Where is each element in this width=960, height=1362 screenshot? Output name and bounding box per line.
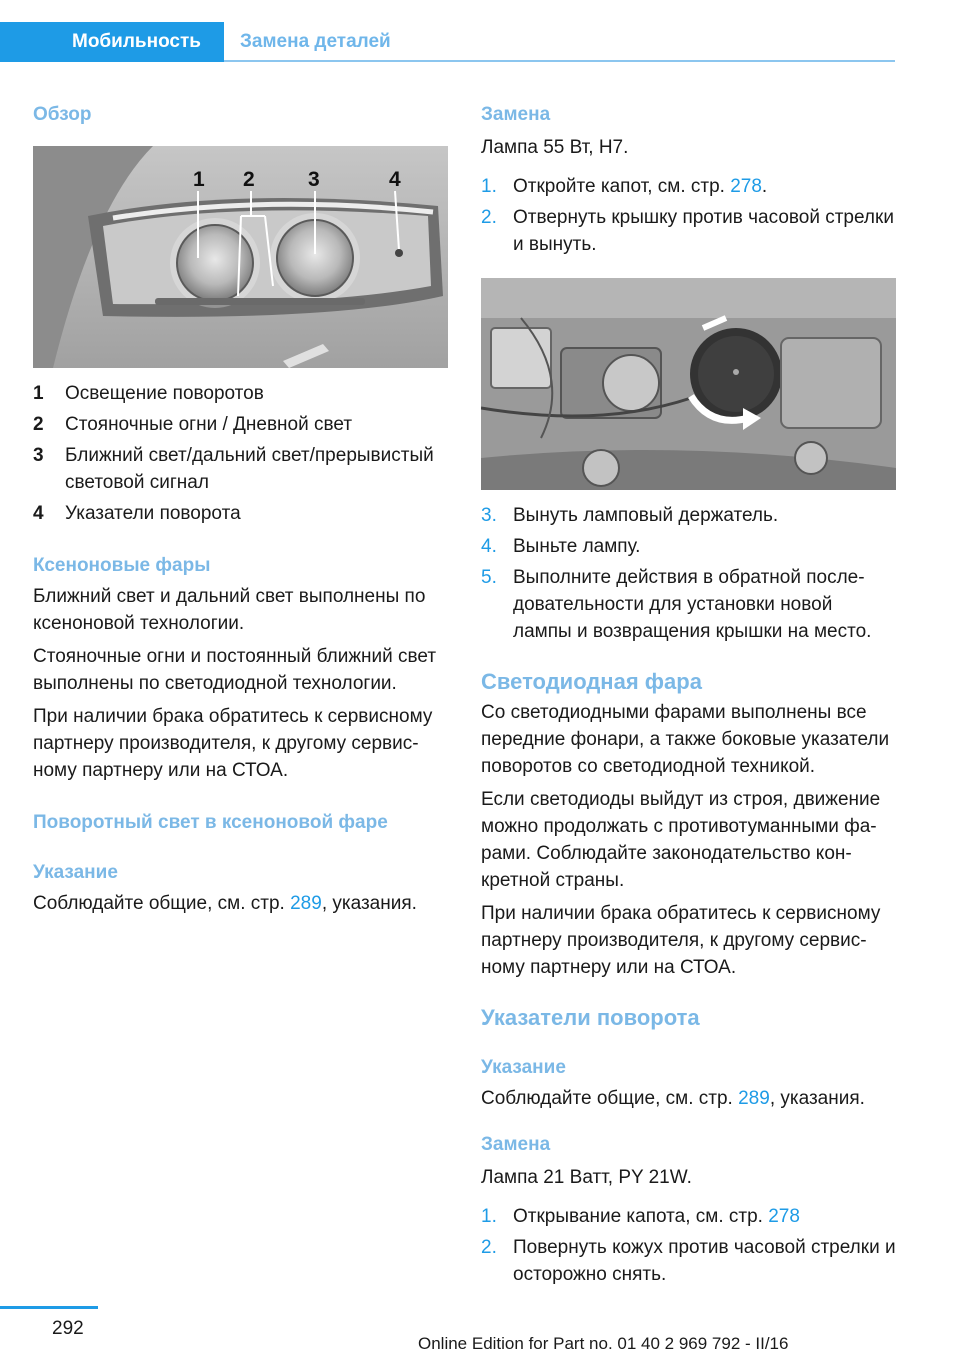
tab-parts-replacement[interactable]: Замена деталей (240, 31, 391, 52)
legend-number: 3 (33, 445, 44, 466)
step-number: 2. (481, 207, 497, 228)
tab-mobility[interactable]: Мобильность (0, 22, 224, 62)
figure-label-1: 1 (193, 168, 205, 191)
legend-item (33, 500, 448, 527)
note-heading: Указание (481, 1057, 566, 1078)
legend-item (33, 411, 448, 438)
legend-item (33, 380, 448, 407)
figure-label-4: 4 (389, 168, 401, 191)
step-item (481, 564, 896, 645)
page-link-289[interactable]: 289 (290, 893, 322, 914)
led-paragraph-3: При наличии брака обратитесь к сервисному партнеру производителя, к другому сервисному партнеру или на СТОА. (481, 903, 881, 978)
header-divider (224, 60, 895, 62)
page-header (0, 22, 895, 62)
note-text-suffix: , указания. (769, 1088, 865, 1109)
note-text (481, 1085, 896, 1112)
legend-number: 2 (33, 414, 44, 435)
led-heading: Светодиодная фара (481, 669, 702, 694)
step-text: Отвернуть крышку против часовой стрелки и вынуть. (513, 207, 894, 255)
steps-list-b (481, 502, 896, 645)
led-paragraph-2: Если светодиоды выйдут из строя, движение можно продолжать с противотуманными фарами. Соблюдайте законодательство конкретной страны. (481, 789, 881, 891)
step-text: Повернуть кожух против часовой стрелки и осторожно снять. (513, 1237, 896, 1285)
figure-label-3: 3 (308, 168, 320, 191)
step-item (481, 1203, 896, 1230)
note-heading: Указание (33, 862, 118, 883)
led-paragraph-1: Со светодиодными фарами выполнены все передние фонари, а также боковые указатели поворотов со светодиодной техникой. (481, 702, 890, 777)
step-text (513, 173, 767, 200)
legend-text: Освещение поворотов (65, 383, 264, 404)
legend-item (33, 442, 448, 496)
indicator-heading: Указатели поворота (481, 1005, 700, 1030)
legend-text: Ближний свет/дальний свет/прерывистый световой сигнал (65, 445, 434, 493)
legend-number: 1 (33, 383, 44, 404)
xenon-heading: Ксеноновые фары (33, 555, 211, 576)
legend-list (33, 380, 448, 527)
replace-heading-2: Замена (481, 1134, 551, 1155)
left-column (33, 100, 448, 917)
step-number: 5. (481, 567, 497, 588)
step-text (513, 1203, 800, 1230)
xenon-paragraph-1: Ближний свет и дальний свет выполнены по ксеноновой технологии. (33, 586, 426, 634)
step-item (481, 533, 896, 560)
turning-light-heading: Поворотный свет в ксеноновой фаре (33, 812, 388, 833)
step-text: Выполните действия в обратной последовательности для установки новой лампы и возвращения крышки на место. (513, 567, 872, 642)
step-number: 1. (481, 1206, 497, 1227)
step-number: 1. (481, 176, 497, 197)
step-number: 3. (481, 505, 497, 526)
step-text-main: Открывание капота, см. стр. (513, 1206, 763, 1227)
step-number: 2. (481, 1237, 497, 1258)
note-text-prefix: Соблюдайте общие, см. стр. (481, 1088, 733, 1109)
steps-list-a (481, 173, 896, 258)
replace-heading: Замена (481, 104, 551, 125)
page-link-278[interactable]: 278 (730, 176, 762, 197)
lamp-spec-2: Лампа 21 Ватт, PY 21W. (481, 1167, 692, 1188)
xenon-paragraph-2: Стояночные огни и постоянный ближний свет выполнены по светодиодной технологии. (33, 646, 437, 694)
legend-text: Указатели поворота (65, 503, 241, 524)
legend-number: 4 (33, 503, 44, 524)
note-text-prefix: Соблюдайте общие, см. стр. (33, 893, 285, 914)
page-link-278[interactable]: 278 (768, 1206, 800, 1227)
figure-label-2: 2 (243, 168, 255, 191)
step-text: Вынуть ламповый держатель. (513, 505, 779, 526)
footer-accent-line (0, 1306, 98, 1309)
engine-bay-figure (481, 278, 896, 490)
step-item (481, 204, 896, 258)
step-text: Выньте лампу. (513, 536, 641, 557)
legend-text: Стояночные огни / Дневной свет (65, 414, 353, 435)
edition-footer: Online Edition for Part no. 01 40 2 969 792 - II/16 (418, 1334, 789, 1353)
step-number: 4. (481, 536, 497, 557)
step-text-tail: . (761, 176, 768, 197)
page-link-289[interactable]: 289 (738, 1088, 770, 1109)
note-text (33, 890, 448, 917)
step-text-main: Откройте капот, см. стр. (513, 176, 725, 197)
overview-heading: Обзор (33, 104, 92, 125)
xenon-paragraph-3: При наличии брака обратитесь к сервисному партнеру производителя, к другому сервисному партнеру или на СТОА. (33, 706, 433, 781)
steps-list-c (481, 1203, 896, 1288)
step-item (481, 173, 896, 200)
page-number: 292 (52, 1318, 84, 1339)
lamp-spec: Лампа 55 Вт, H7. (481, 137, 629, 158)
step-item (481, 1234, 896, 1288)
right-column (481, 100, 896, 1292)
headlight-figure (33, 146, 448, 368)
note-text-suffix: , указания. (321, 893, 417, 914)
step-item (481, 502, 896, 529)
